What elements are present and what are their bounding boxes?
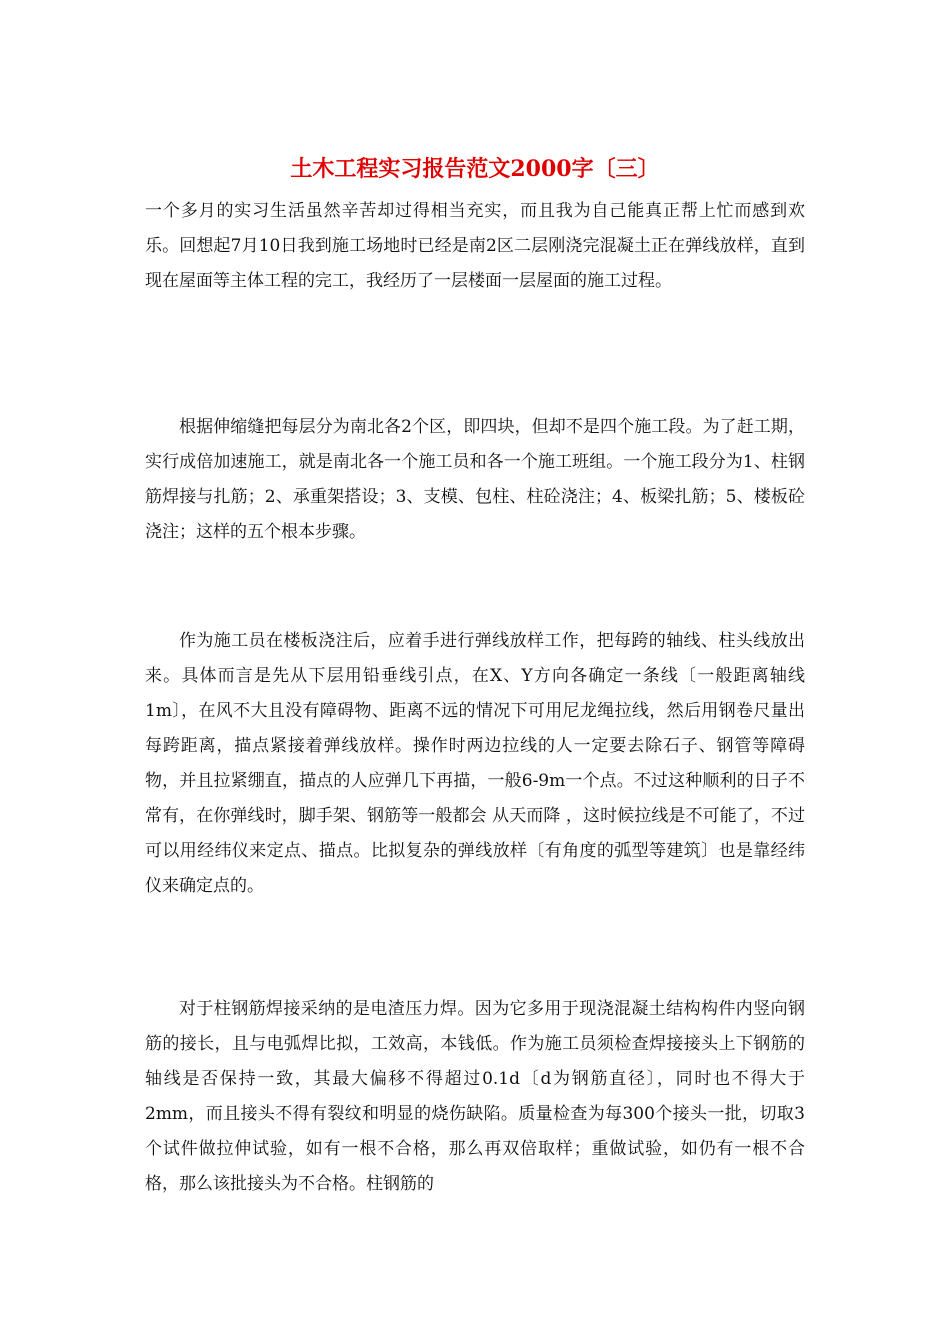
paragraph-layout-marking: 作为施工员在楼板浇注后，应着手进行弹线放样工作，把每跨的轴线、柱头线放出来。具体而言是先从下层用铅垂线引点，在X、Y方向各确定一条线〔一般距离轴线1m〕，在风不大且没有障碍物、距离不远的情况下可用尼龙绳拉线，然后用钢卷尺量出每跨距离，描点紧接着弹线放样。操作时两边拉线的人一定要去除石子、钢管等障碍物，并且拉紧绷直，描点的人应弹几下再描，一般6-9m一个点。不过这种顺利的日子不常有，在你弹线时，脚手架、钢筋等一般都会 从天而降 ，这时候拉线是不可能了，不过可以用经纬仪来定点、描点。比拟复杂的弹线放样〔有角度的弧型等建筑〕也是靠经纬仪来确定点的。 [145, 631, 805, 896]
paragraph-rebar-welding: 对于柱钢筋焊接采纳的是电渣压力焊。因为它多用于现浇混凝土结构构件内竖向钢筋的接长，且与电弧焊比拟，工效高，本钱低。作为施工员须检查焊接接头上下钢筋的轴线是否保持一致，其最大偏移不得超过0.1d〔d为钢筋直径〕，同时也不得大于2mm，而且接头不得有裂纹和明显的烧伤缺陷。质量检查为每300个接头一批，切取3个试件做拉伸试验，如有一根不合格，那么再双倍取样；重做试验，如仍有一根不合格，那么该批接头为不合格。柱钢筋的 [145, 999, 805, 1194]
paragraph-construction-sections: 根据伸缩缝把每层分为南北各2个区，即四块，但却不是四个施工段。为了赶工期，实行成倍加速施工，就是南北各一个施工员和各一个施工班组。一个施工段分为1、柱钢筋焊接与扎筋；2、承重架搭设；3、支模、包柱、柱砼浇注；4、板梁扎筋；5、楼板砼浇注；这样的五个根本步骤。 [145, 417, 805, 542]
paragraph-intro: 一个多月的实习生活虽然辛苦却过得相当充实，而且我为自己能真正帮上忙而感到欢乐。回想起7月10日我到施工场地时已经是南2区二层刚浇完混凝土正在弹线放样，直到现在屋面等主体工程的完工，我经历了一层楼面一层屋面的施工过程。 [145, 201, 805, 291]
document-title: 土木工程实习报告范文2000字〔三〕 [290, 156, 660, 182]
